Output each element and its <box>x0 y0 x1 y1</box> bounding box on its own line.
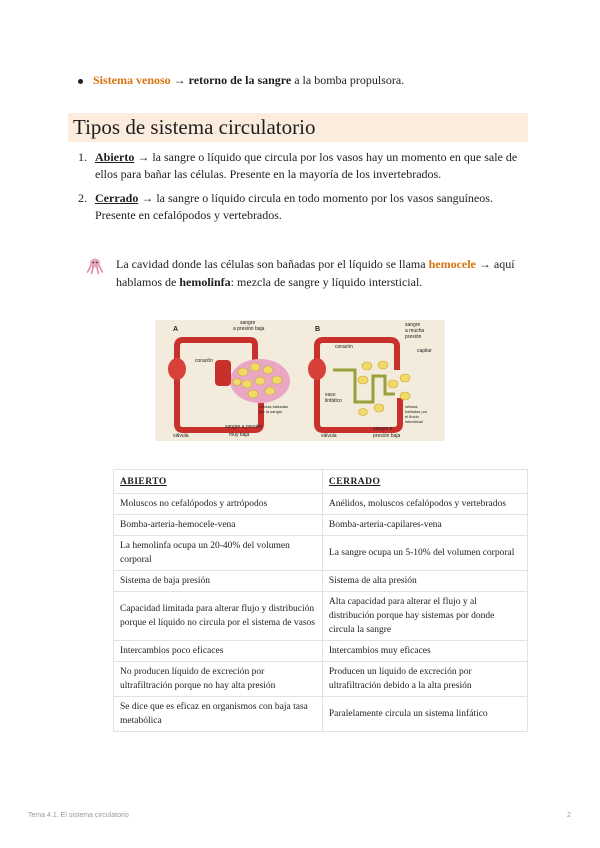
label-b: B <box>315 326 321 333</box>
circulatory-diagram <box>155 320 445 441</box>
page-number: 2 <box>567 812 571 819</box>
table-cell: Producen un líquido de excreción por ultrafiltración debido a la alta presión <box>322 662 527 697</box>
list-item-text: → la sangre o líquido que circula por los vasos hay un momento en que sale de ellos para bañar las células. Presente en la mayoría de los invertebrados. <box>95 150 518 181</box>
table-row <box>114 536 528 571</box>
label-a-top-1: sangre <box>240 320 256 326</box>
label-b-cells-1: células <box>405 404 418 409</box>
bold-retorno: retorno de la sangre <box>188 73 292 87</box>
list-item-abierto <box>78 149 528 183</box>
table-row <box>114 515 528 536</box>
heart-a <box>168 358 186 380</box>
table-cell: Sistema de baja presión <box>114 571 323 592</box>
label-a-bottom-1: sangre a presión <box>225 424 263 430</box>
label-b-bottom-1: sangre a <box>373 426 393 432</box>
label-b-top-3: presión <box>405 334 422 340</box>
term-sistema-venoso: Sistema venoso <box>93 73 171 87</box>
label-b-lymph-1: vaso <box>325 392 336 398</box>
header-cerrado: CERRADO <box>322 470 527 494</box>
table-cell: No producen líquido de excreción por ultrafiltración porque no hay alta presión <box>114 662 323 697</box>
term-cerrado: Cerrado <box>95 191 139 205</box>
callout-text <box>116 255 526 291</box>
term-abierto: Abierto <box>95 150 135 164</box>
list-number: 1. <box>78 150 87 164</box>
callout-text-3: : mezcla de sangre y líquido intersticial. <box>230 275 423 289</box>
octopus-icon <box>86 257 104 275</box>
label-b-cells-4: intersticial <box>405 419 423 424</box>
table-cell: Anélidos, moluscos cefalópodos y vertebrados <box>322 494 527 515</box>
section-heading: Tipos de sistema circulatorio <box>68 113 528 142</box>
table-cell: Paralelamente circula un sistema linfático <box>322 697 527 732</box>
table-row <box>114 662 528 697</box>
label-a-top-2: a presión baja <box>233 326 265 332</box>
label-a-cells-2: por la sangre <box>259 409 283 414</box>
table-cell: La hemolinfa ocupa un 20-40% del volumen corporal <box>114 536 323 571</box>
bullet-venous-system <box>78 72 404 88</box>
pipe-a <box>215 360 231 386</box>
label-a-heart: corazón <box>195 358 213 364</box>
table-row <box>114 571 528 592</box>
table-cell: Intercambios poco eficaces <box>114 641 323 662</box>
numbered-list <box>78 149 528 231</box>
table-row <box>114 494 528 515</box>
label-b-valve: válvula <box>321 433 337 439</box>
label-b-bottom-2: presión baja <box>373 433 401 439</box>
label-a-valve: válvula <box>173 433 189 439</box>
label-b-cells-3: el fluido <box>405 414 419 419</box>
table-cell: Alta capacidad para alterar el flujo y al distribución porque hay sistemas por donde circula la sangre <box>322 592 527 641</box>
label-b-cells-2: bañadas por <box>405 409 428 414</box>
header-abierto: ABIERTO <box>114 470 323 494</box>
label-a-bottom-2: muy baja <box>229 432 250 438</box>
label-a: A <box>173 326 179 333</box>
label-b-heart: corazón <box>335 344 353 350</box>
heart-b <box>308 358 326 380</box>
table-cell: Moluscos no cefalópodos y artrópodos <box>114 494 323 515</box>
list-number: 2. <box>78 191 87 205</box>
callout-text-1: La cavidad donde las células son bañadas por el líquido se llama <box>116 257 426 271</box>
footer-title: Tema 4.1. El sistema circulatorio <box>28 812 129 819</box>
label-a-cells-1: células bañadas <box>259 404 288 409</box>
table-row <box>114 592 528 641</box>
label-b-top-2: a mucha <box>405 328 425 334</box>
table-cell: Bomba-arteria-capilares-vena <box>322 515 527 536</box>
bullet-rest: a la bomba propulsora. <box>294 73 405 87</box>
callout-text-2: → aquí hablamos de <box>116 257 515 289</box>
term-hemolinfa: hemolinfa <box>179 275 231 289</box>
list-item-text: → la sangre o líquido circula en todo momento por los vasos sanguíneos. Presente en cefalópodos y vertebrados. <box>95 191 493 222</box>
table-header-row <box>114 470 528 494</box>
term-hemocele: hemocele <box>428 257 476 271</box>
table-cell: Capacidad limitada para alterar flujo y distribución porque el líquido no circula por el sistema de vasos <box>114 592 323 641</box>
label-b-top-1: sangre <box>405 322 421 328</box>
table-cell: La sangre ocupa un 5-10% del volumen corporal <box>322 536 527 571</box>
table-cell: Se dice que es eficaz en organismos con baja tasa metabólica <box>114 697 323 732</box>
table-cell: Intercambios muy eficaces <box>322 641 527 662</box>
bullet-dot <box>78 79 83 84</box>
label-b-capillary: capilar <box>417 348 432 354</box>
label-b-lymph-2: linfático <box>325 398 342 404</box>
table-row <box>114 641 528 662</box>
comparison-table <box>113 469 528 732</box>
table-cell: Bomba-arteria-hemocele-vena <box>114 515 323 536</box>
list-item-cerrado <box>78 190 528 224</box>
callout-hemocele <box>86 255 526 291</box>
table-cell: Sistema de alta presión <box>322 571 527 592</box>
table-row <box>114 697 528 732</box>
arrow: → <box>173 73 186 87</box>
